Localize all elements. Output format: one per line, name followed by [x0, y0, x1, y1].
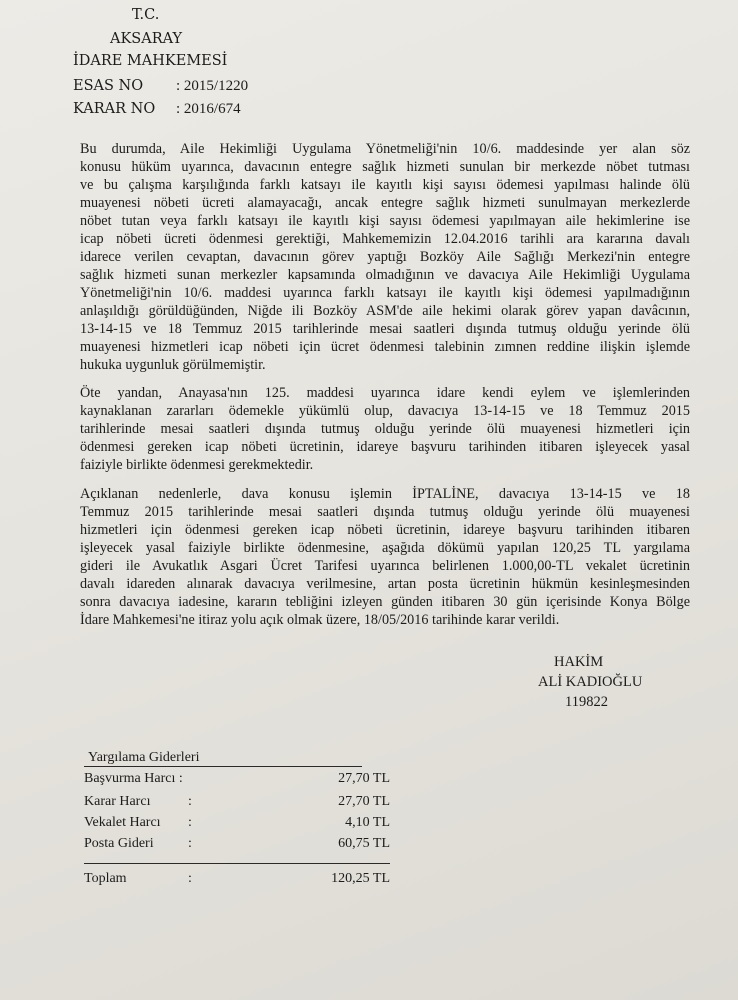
table-row	[84, 815, 390, 833]
cost-label: Posta Gideri	[84, 836, 154, 851]
text-line: gideri ile Avukatlık Asgari Ücret Tarifesi uyarınca belirlenen 1.000,00-TL vekalet ücretinin	[80, 558, 690, 574]
text-line: hizmetleri için ödenmesi gereken icap nöbeti ücretinin, idareye başvuru tarihinden itibaren	[80, 522, 690, 538]
esas-no-label: ESAS NO	[73, 78, 144, 94]
text-line: sonra davacıya iadesine, kararın tebliğini izleyen günden itibaren 30 gün içerisinde Konya Bölge	[80, 594, 690, 610]
text-line: ödenmesi gereken icap nöbeti ücretinin, idareye başvuru tarihinden itibaren işleyecek yasal	[80, 439, 690, 455]
judge-registry-number: 119822	[565, 694, 608, 710]
table-row	[84, 771, 390, 789]
cost-colon: :	[188, 815, 192, 830]
table-row	[84, 836, 390, 854]
cost-label: Vekalet Harcı	[84, 815, 161, 830]
text-line: konusu hüküm uyarınca, davacının entegre sağlık hizmeti sunulan bir merkezde nöbet tutması	[80, 159, 690, 175]
karar-no-label: KARAR NO	[73, 101, 156, 117]
costs-total-rule	[84, 863, 390, 864]
esas-no-value: : 2015/1220	[176, 78, 249, 94]
text-line: idarece verilen cevaptan, davacının görev yaptığı Bozköy Aile Sağlığı Merkezi'nin entegre	[80, 249, 690, 265]
text-line: ve bu çalışma karşılığında farklı katsayı ile kayıtlı kişi sayısı ödemesi yapılması halinde ölü	[80, 177, 690, 193]
header-tc: T.C.	[132, 7, 160, 23]
cost-colon: :	[188, 794, 192, 809]
text-line: Açıklanan nedenlerle, dava konusu işlemin İPTALİNE, davacıya 13-14-15 ve 18	[80, 486, 690, 502]
cost-label: Başvurma Harcı :	[84, 771, 183, 786]
text-line: Bu durumda, Aile Hekimliği Uygulama Yönetmeliği'nin 10/6. maddesinde yer alan söz	[80, 141, 690, 157]
text-line: davalı idareden alınarak davacıya verilmesine, artan posta ücretinin hükmün kesinleşmesinden	[80, 576, 690, 592]
table-row	[84, 794, 390, 812]
costs-header-rule	[84, 766, 362, 767]
paragraph-3	[80, 485, 690, 629]
text-line: hukuka uygunluk görülmemiştir.	[80, 357, 266, 373]
cost-amount: 4,10 TL	[345, 815, 390, 830]
paragraph-2	[80, 384, 690, 474]
karar-no-value: : 2016/674	[176, 101, 241, 117]
total-label: Toplam	[84, 871, 127, 886]
judge-name: ALİ KADIOĞLU	[538, 674, 643, 690]
text-line: icap nöbeti ücreti ödenmesi gerektiği, Mahkememizin 12.04.2016 tarihli ara kararına davalı	[80, 231, 690, 247]
text-line: Öte yandan, Anayasa'nın 125. maddesi uyarınca idare kendi eylem ve işlemlerinden	[80, 385, 690, 401]
cost-colon: :	[188, 836, 192, 851]
cost-amount: 27,70 TL	[338, 771, 390, 786]
text-line: anlaşıldığı görüldüğünden, Niğde ili Bozköy ASM'de aile hekimi olarak görev yapan davâcının,	[80, 303, 690, 319]
paragraph-1	[80, 140, 690, 374]
text-line: 13-14-15 ve 18 Temmuz 2015 tarihlerinde mesai saatleri dışında tutmuş olduğu yerinde ölü	[80, 321, 690, 337]
cost-amount: 27,70 TL	[338, 794, 390, 809]
text-line: işleyecek yasal faiziyle birlikte ödenmesine, aşağıda dökümü yapılan 120,25 TL yargılama	[80, 540, 690, 556]
text-line: Temmuz 2015 tarihlerinde mesai saatleri dışında tutmuş olduğu yerinde ölü muayenesi	[80, 504, 690, 520]
text-line: İdare Mahkemesi'ne itiraz yolu açık olmak üzere, 18/05/2016 tarihinde karar verildi.	[80, 612, 560, 628]
total-colon: :	[188, 871, 192, 886]
text-line: Yönetmeliği'nin 10/6. maddesi uyarınca farklı katsayı ile kayıtlı kişi ödemesi yapılmadığının	[80, 285, 690, 301]
total-amount: 120,25 TL	[331, 871, 390, 886]
text-line: muayenesi hizmetleri icap nöbeti için ücret ödenmesi talebinin zımnen reddine ilişkin işlemde	[80, 339, 690, 355]
text-line: kaynaklanan zararları ödemekle yükümlü olup, davacıya 13-14-15 ve 18 Temmuz 2015	[80, 403, 690, 419]
cost-label: Karar Harcı	[84, 794, 151, 809]
text-line: tarihlerinde mesai saatleri dışında tutmuş olduğu yerinde ölü muayenesi hizmetleri için	[80, 421, 690, 437]
text-line: faiziyle birlikte ödenmesi gerekmektedir.	[80, 457, 314, 473]
cost-amount: 60,75 TL	[338, 836, 390, 851]
table-row-total	[84, 871, 390, 889]
header-city: AKSARAY	[110, 31, 183, 47]
costs-title: Yargılama Giderleri	[88, 750, 200, 765]
judge-title: HAKİM	[554, 654, 604, 670]
text-line: sağlık hizmeti sunan merkezler kapsamında olmadığının ve davacıya Aile Hekimliği Uygulama	[80, 267, 690, 283]
text-line: muayenesi nöbeti ücreti alamayacağı, ancak entegre sağlık hizmeti sunulmayan merkezlerde	[80, 195, 690, 211]
header-court: İDARE MAHKEMESİ	[73, 53, 228, 69]
text-line: nöbet tutan veya farklı katsayı ile kayıtlı kişi sayısı ödemesi yapılmayan aile hekimlerine ise	[80, 213, 690, 229]
